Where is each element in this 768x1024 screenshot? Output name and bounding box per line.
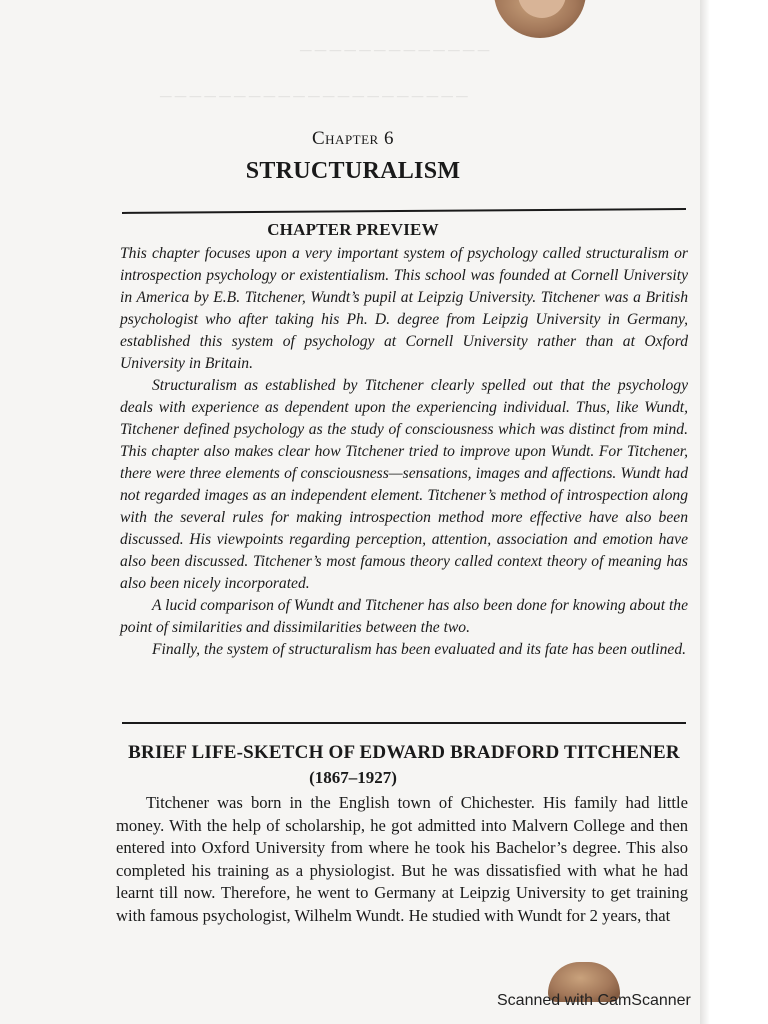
chapter-number: Chapter 6 [312, 128, 394, 149]
page-edge [700, 0, 710, 1024]
thumb-top [494, 0, 586, 38]
divider-top [122, 208, 686, 214]
divider-bottom [122, 722, 686, 724]
body-paragraph: Titchener was born in the English town of Chichester. His family had little money. With the help of scholarship, he got admitted into Malvern College and then entered into Oxford University from where he took his Bachelor’s degree. This also completed his training as a physiologist. But he was dissatisfied with what he had learnt till now. Therefore, he went to Germany at Leipzig University to get training with famous psychologist, Wilhelm Wundt. He studied with Wundt for 2 years, that [116, 793, 688, 925]
section-heading: BRIEF LIFE-SKETCH OF EDWARD BRADFORD TITCHENER [128, 742, 680, 763]
bleed-through: — — — — — — — — — — — — — [300, 42, 490, 57]
scanner-watermark: Scanned with CamScanner [497, 992, 691, 1009]
section-years: (1867–1927) [309, 768, 397, 787]
preview-heading: CHAPTER PREVIEW [267, 220, 439, 239]
preview-paragraph: Structuralism as established by Titchener clearly spelled out that the psychology deals with experience as dependent upon the experiencing individual. Thus, like Wundt, Titchener defined psychology as the study of consciousness which was distinct from mind. This chapter also makes clear how Titchener tried to improve upon Wundt. For Titchener, there were three elements of consciousness—sensations, images and affections. Wundt had not regarded images as an independent element. Titchener’s method of introspection along with the several rules for making introspection method more effective have also been discussed. His viewpoints regarding perception, attention, association and emotion have also been discussed. Titchener’s most famous theory called context theory of meaning has also been nicely incorporated. [120, 377, 688, 592]
preview-paragraph: A lucid comparison of Wundt and Titchener has also been done for knowing about the point of similarities and dissimilarities between the two. [120, 597, 688, 636]
chapter-preview [120, 243, 688, 661]
preview-paragraph: Finally, the system of structuralism has been evaluated and its fate has been outlined. [152, 641, 687, 658]
bleed-through: — — — — — — — — — — — — — — — — — — — — — [160, 88, 468, 103]
preview-paragraph: This chapter focuses upon a very important system of psychology called structuralism or introspection psychology or existentialism. This school was founded at Cornell University in America by E.B. Titchener, Wundt’s pupil at Leipzig University. Titchener was a British psychologist who after taking his Ph. D. degree from Leipzig University in Germany, established this system of psychology at Cornell University rather than at Oxford University in Britain. [120, 245, 688, 372]
chapter-title: STRUCTURALISM [245, 158, 461, 184]
